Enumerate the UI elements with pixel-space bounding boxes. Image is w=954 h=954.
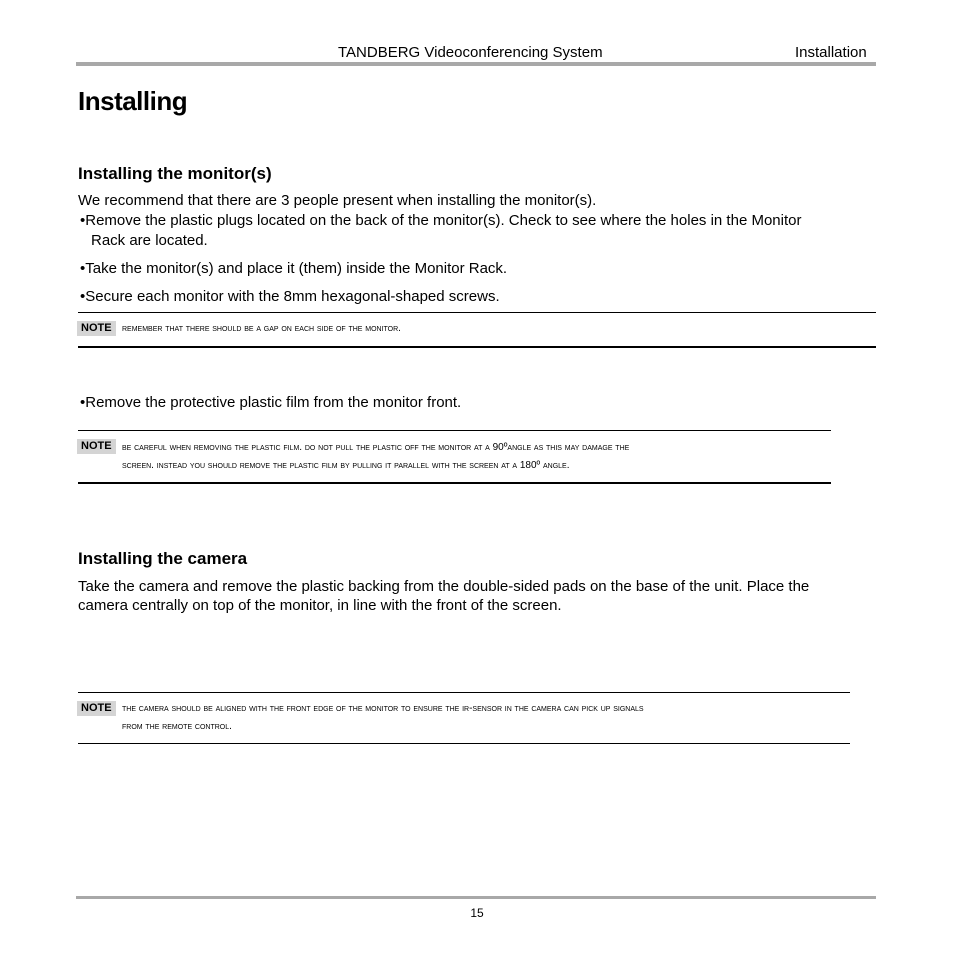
page-title: Installing xyxy=(78,86,188,116)
note-2-line-2: screen. instead you should remove the plastic film by pulling it parallel with the screen at a 180º angle. xyxy=(122,460,570,471)
camera-line-1: Take the camera and remove the plastic backing from the double-sided pads on the base of the unit. Place the xyxy=(78,578,810,595)
monitor-bullet-1 xyxy=(80,211,801,251)
monitor-bullet-2: •Take the monitor(s) and place it (them) inside the Monitor Rack. xyxy=(80,260,508,277)
monitor-heading: Installing the monitor(s) xyxy=(78,164,272,183)
monitor-intro: We recommend that there are 3 people present when installing the monitor(s). xyxy=(78,192,597,209)
note-1-top-rule xyxy=(78,312,876,313)
note-2-badge: NOTE xyxy=(77,439,116,454)
page-number: 15 xyxy=(470,906,484,920)
note-3-line-2: from the remote control. xyxy=(122,721,232,732)
note-3-bottom-rule xyxy=(78,743,850,744)
note-3-text xyxy=(122,700,644,736)
note-2-top-rule xyxy=(78,430,831,431)
monitor-bullet-1-line-2: Rack are located. xyxy=(91,232,208,249)
note-2-bottom-rule xyxy=(78,482,831,484)
note-1-text: remember that there should be a gap on each side of the monitor. xyxy=(122,323,401,334)
note-1-bottom-rule xyxy=(78,346,876,348)
note-1-badge: NOTE xyxy=(77,321,116,336)
footer-rule xyxy=(76,896,876,899)
monitor-bullet-4: •Remove the protective plastic film from the monitor front. xyxy=(80,394,462,411)
camera-line-2: camera centrally on top of the monitor, in line with the front of the screen. xyxy=(78,597,562,614)
monitor-bullet-3: •Secure each monitor with the 8mm hexagonal-shaped screws. xyxy=(80,288,500,305)
header-title: TANDBERG Videoconferencing System xyxy=(338,44,603,61)
note-3-badge: NOTE xyxy=(77,701,116,716)
camera-heading: Installing the camera xyxy=(78,549,248,568)
note-3-top-rule xyxy=(78,692,850,693)
monitor-bullet-1-line-1: •Remove the plastic plugs located on the back of the monitor(s). Check to see where the holes in the Monitor xyxy=(80,212,802,229)
note-2-line-1: be careful when removing the plastic film. do not pull the plastic off the monitor at a 90ºangle as this may damage the xyxy=(122,442,630,453)
header-section: Installation xyxy=(795,44,867,61)
header-rule xyxy=(76,62,876,66)
note-2-text xyxy=(122,439,629,475)
note-3-line-1: the camera should be aligned with the front edge of the monitor to ensure the ir-sensor in the camera can pick up signals xyxy=(122,703,644,714)
